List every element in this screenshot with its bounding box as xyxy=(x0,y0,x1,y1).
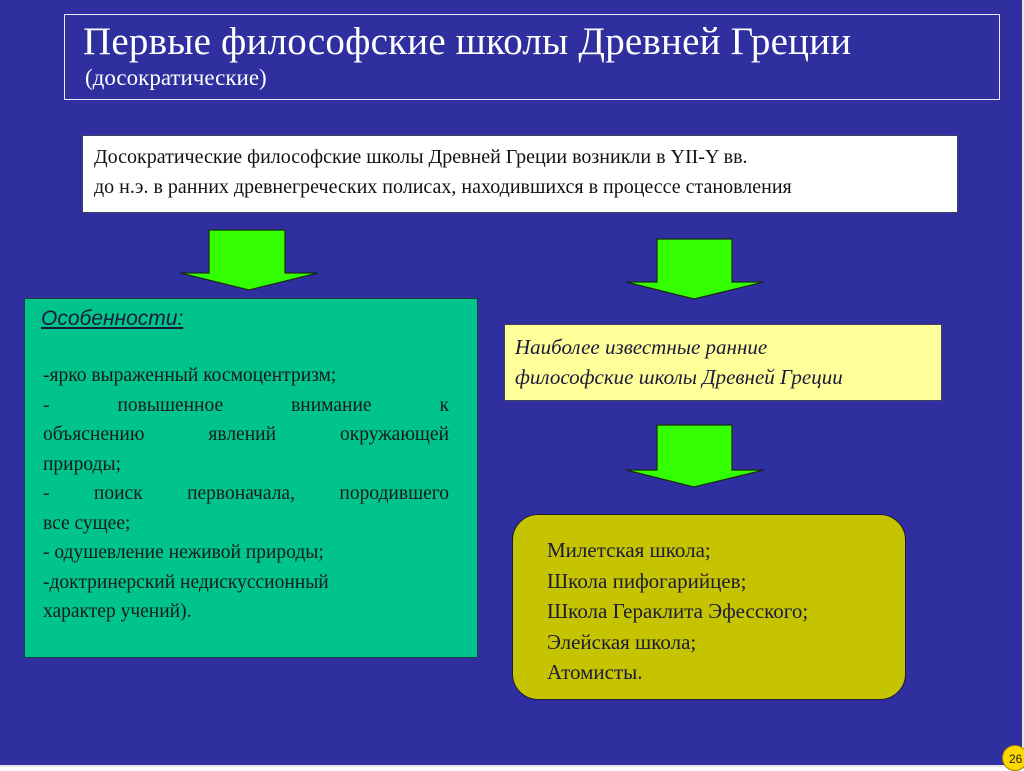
school-item: Школа Гераклита Эфесского; xyxy=(547,599,809,623)
features-line: - повышенное внимание к xyxy=(43,394,449,416)
intro-box xyxy=(82,135,958,213)
down-arrow-icon xyxy=(178,229,320,291)
down-arrow-icon xyxy=(624,424,766,488)
school-item: Милетская школа; xyxy=(547,538,711,562)
school-item: Школа пифогарийцев; xyxy=(547,568,747,593)
schools-box xyxy=(512,514,906,700)
features-line: все сущее; xyxy=(43,512,131,534)
features-line: природы; xyxy=(43,453,121,475)
features-line: -доктринерский недискуссионный xyxy=(43,571,329,593)
schools-list xyxy=(547,535,808,688)
famous-schools-box xyxy=(504,324,942,401)
page-number-badge: 26 xyxy=(1002,745,1024,771)
features-heading: Особенности: xyxy=(41,307,184,330)
famous-line-1: Наиболее известные ранние xyxy=(515,335,768,359)
famous-line-2: философские школы Древней Греции xyxy=(515,365,843,389)
slide-title: Первые философские школы Древней Греции xyxy=(83,20,852,63)
features-line: -ярко выраженный космоцентризм; xyxy=(43,365,337,386)
features-line: объяснению явлений окружающей xyxy=(43,424,449,445)
intro-line-2: до н.э. в ранних древнегреческих полисах, находившихся в процессе становления xyxy=(94,176,792,198)
school-item: Элейская школа; xyxy=(547,629,697,654)
features-box xyxy=(24,298,478,658)
school-item: Атомисты. xyxy=(547,660,643,684)
features-line: - поиск первоначала, породившего xyxy=(43,483,449,504)
slide-subtitle: (досократические) xyxy=(85,65,267,90)
features-line: - одушевление неживой природы; xyxy=(43,542,324,563)
title-box xyxy=(64,14,1000,100)
features-list xyxy=(43,361,449,627)
intro-line-1: Досократические философские школы Древней Греции возникли в YII-Y вв. xyxy=(94,146,748,168)
down-arrow-icon xyxy=(624,238,766,300)
features-line: характер учений). xyxy=(43,601,192,622)
